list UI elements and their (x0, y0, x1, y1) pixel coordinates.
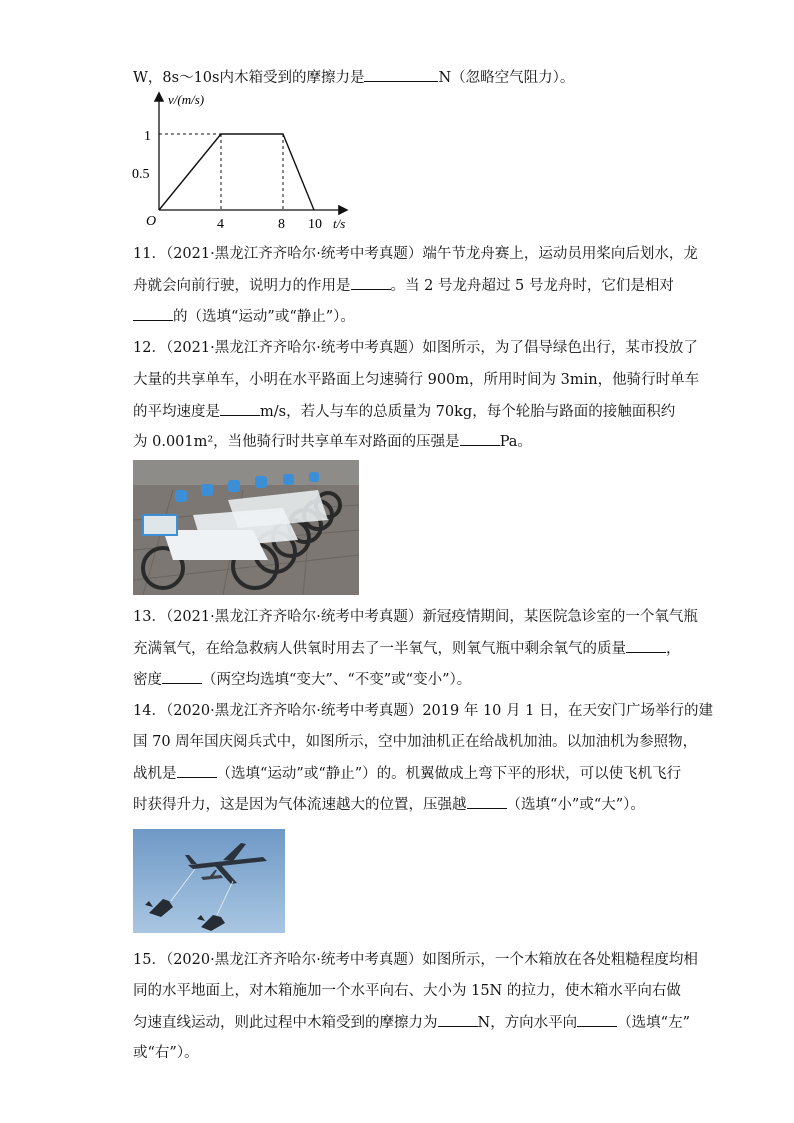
answer-blank[interactable] (438, 1012, 478, 1027)
q15-line4: 或“右”）。 (133, 1045, 199, 1061)
q10-tail: W，8s～10s内木箱受到的摩擦力是 N（忽略空气阻力）。 (133, 67, 574, 88)
q12-line1: 12．（2021·黑龙江齐齐哈尔·统考中考真题）如图所示，为了倡导绿色出行，某市投放了 (133, 340, 698, 356)
y-tick-label: 0.5 (132, 167, 150, 182)
answer-blank[interactable] (162, 669, 202, 684)
answer-blank[interactable] (351, 275, 391, 290)
answer-blank[interactable] (177, 763, 217, 778)
q13-line2: 充满氧气，在给急救病人供氧时用去了一半氧气，则氧气瓶中剩余氧气的质量 ， (133, 638, 681, 659)
q14-line1: 14．（2020·黑龙江齐齐哈尔·统考中考真题）2019 年 10 月 1 日，在天安门广场举行的建 (133, 703, 713, 719)
x-tick-label: 8 (278, 217, 285, 232)
q13-line3: 密度 （两空均选填“变大”、“不变”或“变小”）。 (133, 669, 471, 690)
q12-line2: 大量的共享单车，小明在水平路面上匀速骑行 900m，所用时间为 3min，他骑行时单车 (133, 372, 700, 388)
q15-line2: 同的水平地面上，对木箱施加一个水平向右、大小为 15N 的拉力，使木箱水平向右做 (133, 983, 681, 999)
q14-line4: 时获得升力，这是因为气体流速越大的位置，压强越 （选填“小”或“大”）。 (133, 794, 645, 815)
q15-line3: 匀速直线运动，则此过程中木箱受到的摩擦力为 N，方向水平向 （选填“左” (133, 1012, 690, 1033)
velocity-line (159, 134, 314, 210)
q12-line3: 的平均速度是 m/s，若人与车的总质量为 70kg，每个轮胎与路面的接触面积约 (133, 401, 675, 422)
x-tick-label: 10 (308, 217, 322, 232)
answer-blank[interactable] (626, 638, 666, 653)
y-axis-label: v/(m/s) (168, 92, 205, 107)
x-tick-label: 4 (217, 217, 224, 232)
q11-line3: 的（选填“运动”或“静止”）。 (133, 306, 355, 327)
aerial-refueling-photo (133, 829, 285, 933)
x-axis-label: t/s (333, 216, 346, 231)
q11-line1: 11．（2021·黑龙江齐齐哈尔·统考中考真题）端午节龙舟赛上，运动员用桨向后划水，龙 (133, 246, 698, 262)
answer-blank[interactable] (577, 1012, 617, 1027)
q14-line3: 战机是 （选填“运动”或“静止”）的。机翼做成上弯下平的形状，可以使飞机飞行 (133, 763, 681, 784)
origin-label: O (146, 214, 157, 229)
y-tick-label: 1 (144, 129, 151, 144)
answer-blank[interactable] (220, 401, 260, 416)
shared-bikes-photo (133, 460, 359, 595)
answer-blank[interactable] (460, 431, 500, 446)
q11-line2: 舟就会向前行驶，说明力的作用是 。当 2 号龙舟超过 5 号龙舟时，它们是相对 (133, 275, 674, 296)
q15-line1: 15．（2020·黑龙江齐齐哈尔·统考中考真题）如图所示，一个木箱放在各处粗糙程度均相 (133, 952, 698, 968)
answer-blank[interactable] (364, 67, 438, 82)
answer-blank[interactable] (133, 306, 173, 321)
q14-line2: 国 70 周年国庆阅兵式中，如图所示，空中加油机正在给战机加油。以加油机为参照物， (133, 734, 698, 750)
answer-blank[interactable] (467, 794, 507, 809)
q13-line1: 13．（2021·黑龙江齐齐哈尔·统考中考真题）新冠疫情期间，某医院急诊室的一个氧气瓶 (133, 609, 698, 625)
velocity-time-graph (128, 86, 358, 236)
dashed-guides (159, 134, 283, 210)
q12-line4: 为 0.001m²，当他骑行时共享单车对路面的压强是 Pa。 (133, 431, 532, 452)
